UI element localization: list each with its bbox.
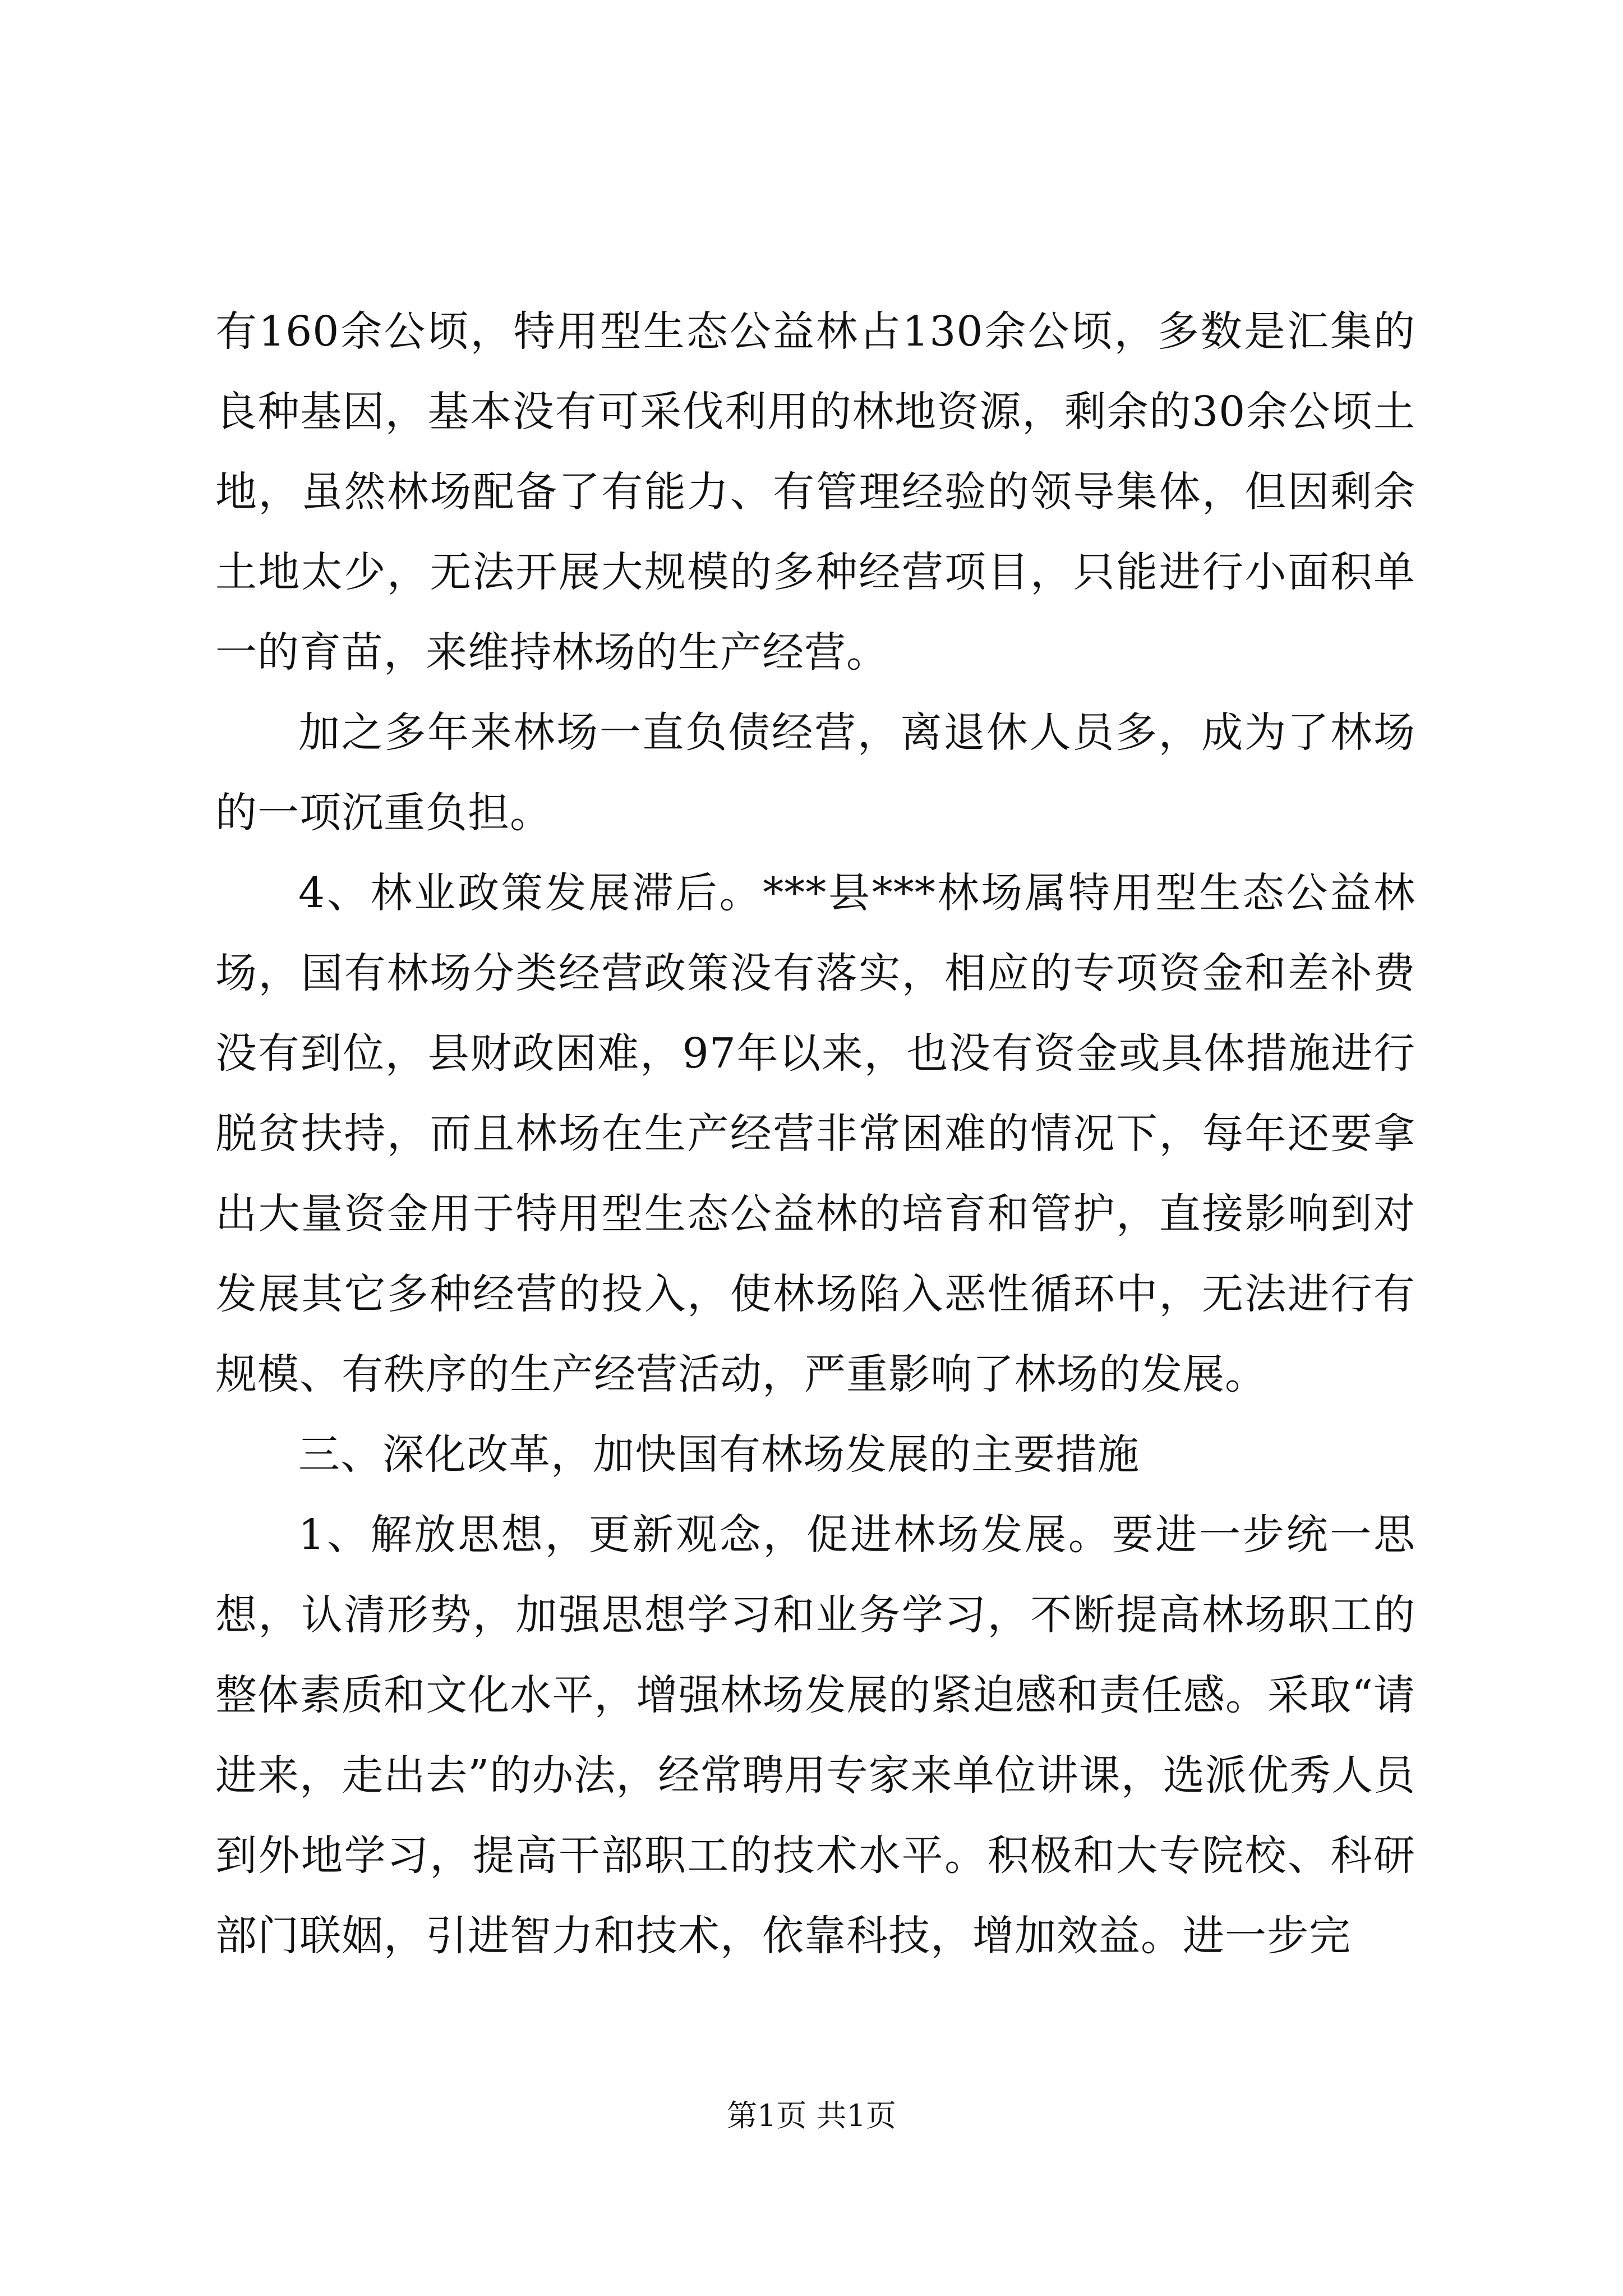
paragraph-policy-lag: 4、林业政策发展滞后。***县***林场属特用型生态公益林场，国有林场分类经营政策没有落实，相应的专项资金和差补费没有到位，县财政困难，97年以来，也没有资金或具体措施进行脱贫扶持，而且林场在生产经营非常困难的情况下，每年还要拿出大量资金用于特用型生态公益林的培育和管护，直接影响到对发展其它多种经营的投入，使林场陷入恶性循环中，无法进行有规模、有秩序的生产经营活动，严重影响了林场的发展。 xyxy=(215,869,1415,1398)
section-heading-measures: 三、深化改革，加快国有林场发展的主要措施 xyxy=(298,1430,1140,1479)
paragraph-emancipate-mind: 1、解放思想，更新观念，促进林场发展。要进一步统一思想，认清形势，加强思想学习和业务学习，不断提高林场职工的整体素质和文化水平，增强林场发展的紧迫感和责任感。采取“请进来，走出去”的办法，经常聘用专家来单位讲课，选派优秀人员到外地学习，提高干部职工的技术水平。积极和大专院校、科研部门联姻，引进智力和技术，依靠科技，增加效益。进一步完 xyxy=(215,1511,1415,1960)
document-body xyxy=(215,292,1415,1976)
page-footer: 第1页 共1页 xyxy=(727,2098,896,2133)
paragraph-debt-burden: 加之多年来林场一直负债经营，离退休人员多，成为了林场的一项沉重负担。 xyxy=(215,708,1415,837)
paragraph-continuation: 有160余公顷，特用型生态公益林占130余公顷，多数是汇集的良种基因，基本没有可采伐利用的林地资源，剩余的30余公顷土地，虽然林场配备了有能力、有管理经验的领导集体，但因剩余土地太少，无法开展大规模的多种经营项目，只能进行小面积单一的育苗，来维持林场的生产经营。 xyxy=(215,307,1415,677)
